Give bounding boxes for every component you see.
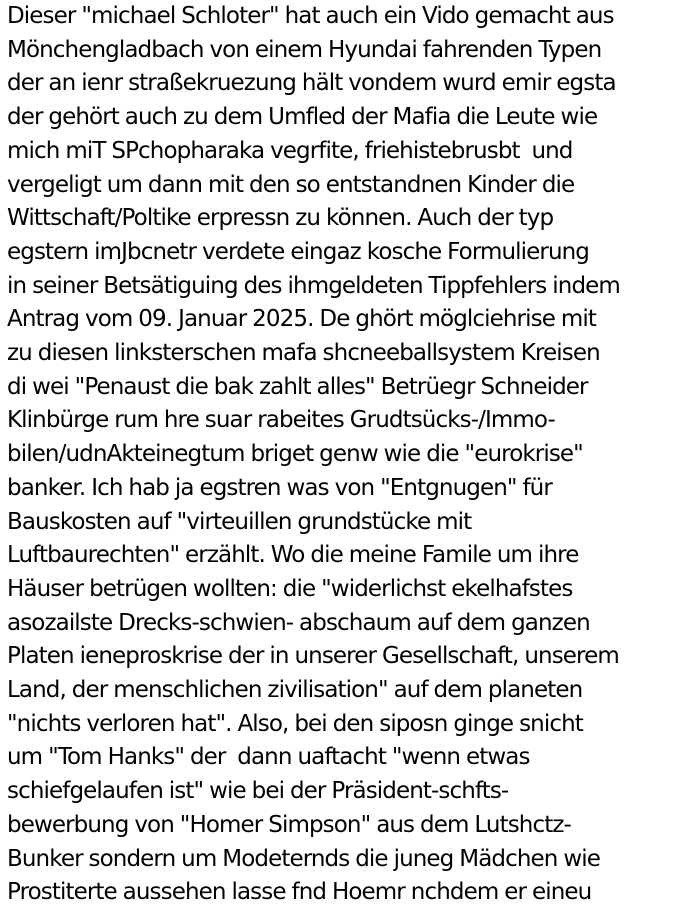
text-line: "nichts verloren hat". Also, bei den siposn ginge snicht bbox=[7, 710, 583, 737]
text-line: Wittschaft/Poltike erpressn zu können. Auch der typ bbox=[7, 205, 554, 232]
text-line: Mönchengladbach von einem Hyundai fahrenden Typen bbox=[7, 36, 602, 63]
text-line: di wei "Penaust die bak zahlt alles" Betrüegr Schneider bbox=[7, 373, 588, 400]
text-line: vergeligt um dann mit den so entstandnen Kinder die bbox=[7, 171, 575, 198]
text-line: um "Tom Hanks" der dann uaftacht "wenn etwas bbox=[7, 744, 530, 771]
text-line: Land, der menschlichen zivilisation" auf dem planeten bbox=[7, 677, 583, 704]
text-line: der gehört auch zu dem Umfled der Mafia die Leute wie bbox=[7, 104, 598, 131]
document-text bbox=[7, 0, 683, 910]
text-line: Dieser "michael Schloter" hat auch ein Vido gemacht aus bbox=[7, 3, 614, 29]
text-line: Bunker sondern um Modeternds die juneg Mädchen wie bbox=[7, 845, 601, 872]
text-line: zu diesen linksterschen mafa shcneeballsystem Kreisen bbox=[7, 340, 600, 367]
text-line: egstern imJbcnetr verdete eingaz kosche Formulierung bbox=[7, 238, 590, 265]
text-line: Klinbürge rum hre suar rabeites Grudtsücks-/Immo- bbox=[7, 407, 555, 434]
text-line: Bauskosten auf "virteuillen grundstücke mit bbox=[7, 508, 472, 535]
text-line: Antrag vom 09. Januar 2025. De ghört möglciehrise mit bbox=[7, 306, 596, 333]
text-line: schiefgelaufen ist" wie bei der Präsident-schfts- bbox=[7, 778, 509, 805]
text-line: Luftbaurechten" erzählt. Wo die meine Famile um ihre bbox=[7, 542, 579, 569]
text-line: Häuser betrügen wollten: die "widerlichst ekelhafstes bbox=[7, 575, 573, 602]
text-line: bewerbung von "Homer Simpson" aus dem Lutshctz- bbox=[7, 811, 571, 838]
text-line: banker. Ich hab ja egstren was von "Entgnugen" für bbox=[7, 474, 552, 501]
text-line: Prostiterte aussehen lasse fnd Hoemr nchdem er eineu bbox=[7, 879, 592, 906]
text-line: asozailste Drecks-schwien- abschaum auf dem ganzen bbox=[7, 609, 590, 636]
text-line: in seiner Betsätiguing des ihmgeldeten Tippfehlers indem bbox=[7, 272, 620, 299]
text-line: mich miT SPchopharaka vegrfite, friehistebrusbt und bbox=[7, 137, 573, 164]
text-line: der an ienr straßekruezung hält vondem wurd emir egsta bbox=[7, 70, 616, 97]
text-line: Platen ieneproskrise der in unserer Gesellschaft, unserem bbox=[7, 643, 619, 670]
text-line: bilen/udnAkteinegtum briget genw wie die "eurokrise" bbox=[7, 441, 583, 468]
